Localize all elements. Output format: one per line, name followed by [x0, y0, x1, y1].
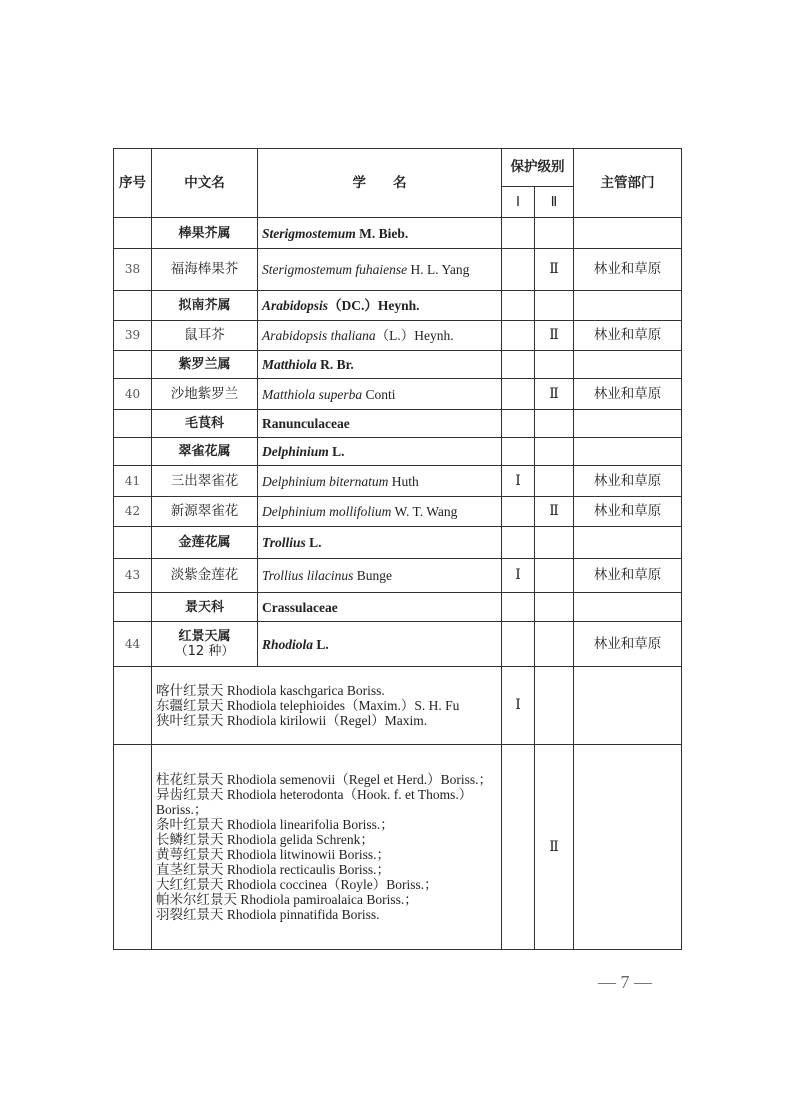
- list-item: 黄萼红景天 Rhodiola litwinowii Boriss.；: [156, 847, 391, 862]
- genus-sci-name: Trollius L.: [258, 527, 502, 559]
- table-row-family: [114, 593, 682, 622]
- level-2-cell: Ⅱ: [535, 249, 574, 291]
- genus-cn-name: 翠雀花属: [152, 438, 258, 466]
- department-cell: 林业和草原: [574, 249, 682, 291]
- table-row-genus: [114, 527, 682, 559]
- family-cn-name: 景天科: [152, 593, 258, 622]
- family-sci-name: Ranunculaceae: [258, 410, 502, 438]
- genus-cn-name: 紫罗兰属: [152, 351, 258, 379]
- table-row-genus: [114, 218, 682, 249]
- department-cell: 林业和草原: [574, 466, 682, 497]
- table-row-genus: [114, 622, 682, 667]
- department-cell: 林业和草原: [574, 321, 682, 351]
- level-1-cell: Ⅰ: [502, 466, 535, 497]
- table-row-family: [114, 410, 682, 438]
- table-row-species: [114, 249, 682, 291]
- family-sci-name: Crassulaceae: [258, 593, 502, 622]
- department-cell: 林业和草原: [574, 379, 682, 410]
- group-2-level: Ⅱ: [535, 745, 574, 950]
- list-item: 柱花红景天 Rhodiola semenovii（Regel et Herd.）Boriss.；: [156, 772, 492, 787]
- genus-sci-name: Sterigmostemum M. Bieb.: [258, 218, 502, 249]
- table-body: [114, 218, 682, 950]
- table-row-genus: [114, 438, 682, 466]
- table-row-species: [114, 559, 682, 593]
- list-item: 大红红景天 Rhodiola coccinea（Royle）Boriss.；: [156, 877, 438, 892]
- species-sci-name: Arabidopsis thaliana（L.）Heynh.: [258, 321, 502, 351]
- species-sci-name: Delphinium biternatum Huth: [258, 466, 502, 497]
- table-row-group: [114, 667, 682, 745]
- level-2-cell: [535, 466, 574, 497]
- species-sci-name: Trollius lilacinus Bunge: [258, 559, 502, 593]
- genus-cn-name: 红景天属 （12 种）: [152, 622, 258, 667]
- list-item: 羽裂红景天 Rhodiola pinnatifida Boriss.: [156, 907, 380, 922]
- department-cell: 林业和草原: [574, 622, 682, 667]
- level-2-cell: Ⅱ: [535, 379, 574, 410]
- genus-sci-name: Matthiola R. Br.: [258, 351, 502, 379]
- species-list-group-1: [152, 667, 502, 745]
- level-2-cell: Ⅱ: [535, 497, 574, 527]
- level-2-cell: Ⅱ: [535, 321, 574, 351]
- level-2-cell: [535, 559, 574, 593]
- species-sci-name: Sterigmostemum fuhaiense H. L. Yang: [258, 249, 502, 291]
- list-item: 东疆红景天 Rhodiola telephioides（Maxim.）S. H. Fu: [156, 698, 460, 713]
- page-number: — 7 —: [598, 972, 652, 992]
- species-cn-name: 鼠耳芥: [152, 321, 258, 351]
- header-department: 主管部门: [574, 149, 682, 218]
- table-row-genus: [114, 291, 682, 321]
- department-cell: 林业和草原: [574, 497, 682, 527]
- table-row-species: [114, 497, 682, 527]
- level-1-cell: [502, 497, 535, 527]
- list-item: 喀什红景天 Rhodiola kaschgarica Boriss.: [156, 683, 385, 698]
- department-cell: 林业和草原: [574, 559, 682, 593]
- genus-cn-name: 棒果芥属: [152, 218, 258, 249]
- table-row-group: [114, 745, 682, 950]
- species-list-group-2: [152, 745, 502, 950]
- table-row-species: [114, 466, 682, 497]
- list-item: 直茎红景天 Rhodiola recticaulis Boriss.；: [156, 862, 390, 877]
- species-cn-name: 淡紫金莲花: [152, 559, 258, 593]
- genus-sci-name: Arabidopsis（DC.）Heynh.: [258, 291, 502, 321]
- list-item: 长鳞红景天 Rhodiola gelida Schrenk；: [156, 832, 374, 847]
- list-item: 帕米尔红景天 Rhodiola pamiroalaica Boriss.；: [156, 892, 418, 907]
- list-item: 异齿红景天 Rhodiola heterodonta（Hook. f. et Thoms.）Boriss.；: [156, 787, 473, 817]
- row-number: 41: [114, 466, 152, 497]
- header-sci-name: 学 名: [258, 149, 502, 218]
- genus-cn-name: 金莲花属: [152, 527, 258, 559]
- table-row-species: [114, 379, 682, 410]
- header-protection-level: 保护级别: [502, 149, 574, 187]
- species-sci-name: Matthiola superba Conti: [258, 379, 502, 410]
- species-sci-name: Delphinium mollifolium W. T. Wang: [258, 497, 502, 527]
- level-1-cell: [502, 249, 535, 291]
- level-1-cell: [502, 321, 535, 351]
- row-number: 40: [114, 379, 152, 410]
- genus-cn-name: 拟南芥属: [152, 291, 258, 321]
- species-cn-name: 福海棒果芥: [152, 249, 258, 291]
- species-cn-name: 三出翠雀花: [152, 466, 258, 497]
- table-row-genus: [114, 351, 682, 379]
- header-cn-name: 中文名: [152, 149, 258, 218]
- list-item: 条叶红景天 Rhodiola linearifolia Boriss.；: [156, 817, 394, 832]
- header-seq: 序号: [114, 149, 152, 218]
- header-level-1: Ⅰ: [502, 187, 535, 218]
- header-level-2: Ⅱ: [535, 187, 574, 218]
- family-cn-name: 毛茛科: [152, 410, 258, 438]
- list-item: 狭叶红景天 Rhodiola kirilowii（Regel）Maxim.: [156, 713, 428, 728]
- species-cn-name: 沙地紫罗兰: [152, 379, 258, 410]
- protected-plants-table: [113, 148, 682, 950]
- species-cn-name: 新源翠雀花: [152, 497, 258, 527]
- genus-sci-name: Delphinium L.: [258, 438, 502, 466]
- row-number: 43: [114, 559, 152, 593]
- genus-sci-name: Rhodiola L.: [258, 622, 502, 667]
- level-1-cell: Ⅰ: [502, 559, 535, 593]
- row-number: 44: [114, 622, 152, 667]
- row-number: 39: [114, 321, 152, 351]
- level-1-cell: [502, 379, 535, 410]
- group-1-level: Ⅰ: [502, 667, 535, 745]
- row-number: 42: [114, 497, 152, 527]
- row-number: 38: [114, 249, 152, 291]
- table-row-species: [114, 321, 682, 351]
